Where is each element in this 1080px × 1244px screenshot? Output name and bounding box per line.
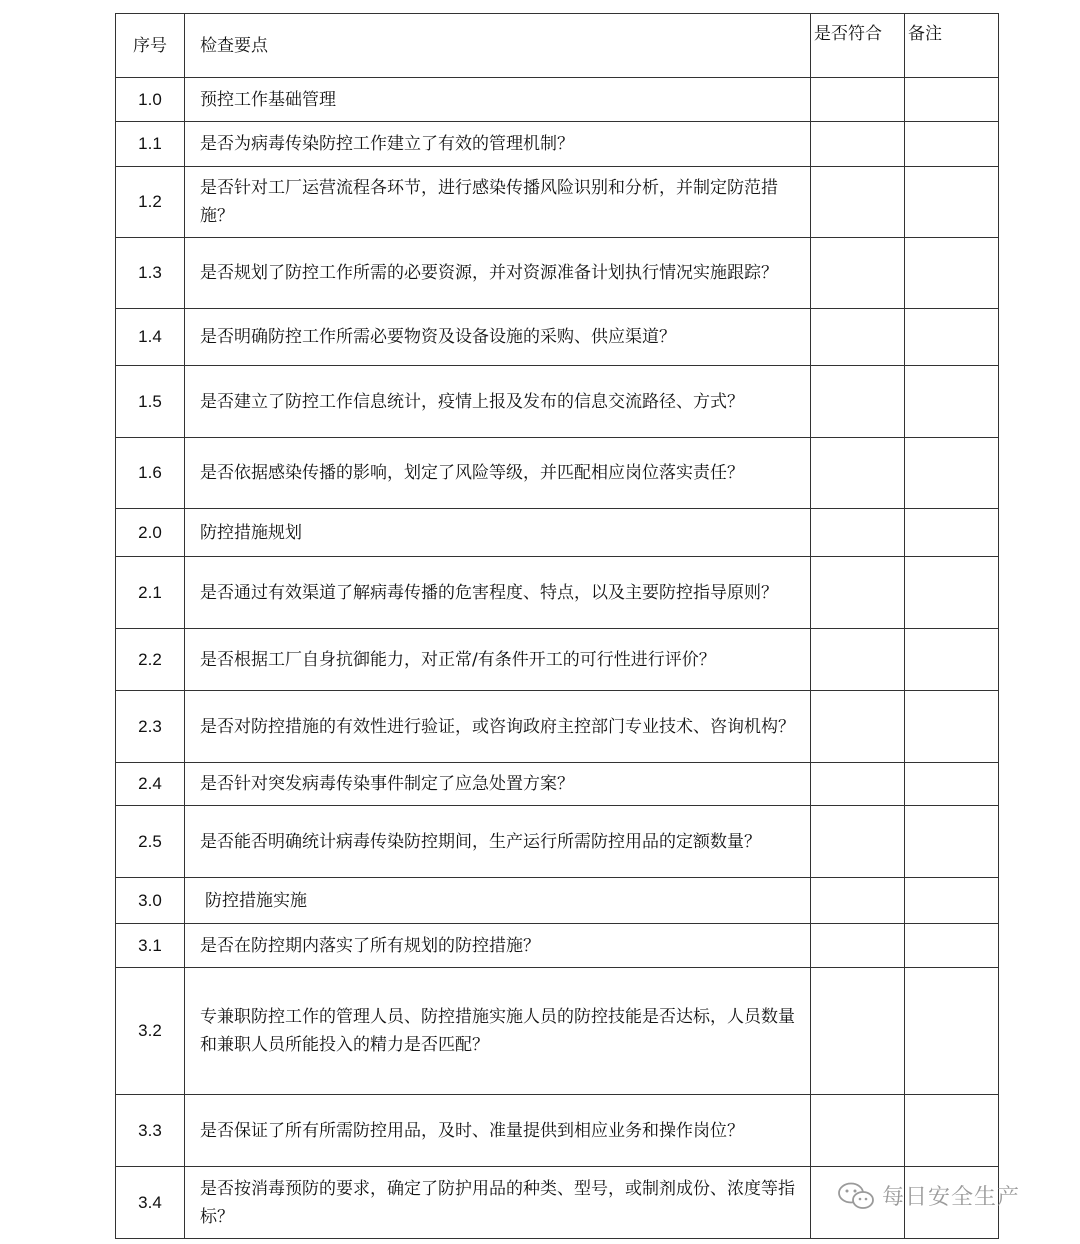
row-item-text: 是否能否明确统计病毒传染防控期间，生产运行所需防控用品的定额数量？ — [200, 831, 761, 852]
row-number: 1.5 — [116, 366, 185, 438]
row-number: 2.0 — [116, 509, 185, 557]
header-ok: 是否符合 — [811, 14, 905, 78]
row-ok-cell[interactable] — [811, 366, 905, 438]
row-item-text: 是否建立了防控工作信息统计，疫情上报及发布的信息交流路径、方式？ — [200, 391, 744, 412]
row-number: 2.1 — [116, 557, 185, 629]
row-ok-cell[interactable] — [811, 557, 905, 629]
row-item-text: 是否按消毒预防的要求，确定了防护用品的种类、型号，或制剂成份、浓度等指标？ — [200, 1178, 795, 1227]
checklist-sheet — [115, 13, 999, 1239]
row-ok-cell[interactable] — [811, 78, 905, 122]
row-number: 3.1 — [116, 924, 185, 968]
row-number: 3.2 — [116, 968, 185, 1095]
row-note-cell[interactable] — [905, 878, 999, 924]
row-note-cell[interactable] — [905, 238, 999, 309]
checklist-table — [115, 13, 999, 1239]
row-note-cell[interactable] — [905, 968, 999, 1095]
row-number: 3.3 — [116, 1095, 185, 1167]
watermark-text: 每日安全生产 — [882, 1185, 1021, 1210]
row-item-cell — [185, 238, 811, 309]
table-row — [116, 438, 999, 509]
row-number: 1.0 — [116, 78, 185, 122]
row-note-cell[interactable] — [905, 691, 999, 763]
row-item-text: 是否依据感染传播的影响，划定了风险等级，并匹配相应岗位落实责任？ — [200, 463, 744, 483]
row-number: 1.1 — [116, 122, 185, 167]
row-number: 2.2 — [116, 629, 185, 691]
row-ok-cell[interactable] — [811, 1095, 905, 1167]
header-note: 备注 — [905, 14, 999, 78]
row-ok-cell[interactable] — [811, 238, 905, 309]
row-note-cell[interactable] — [905, 557, 999, 629]
row-item-text: 是否针对工厂运营流程各环节，进行感染传播风险识别和分析，并制定防范措施？ — [200, 178, 778, 226]
row-ok-cell[interactable] — [811, 309, 905, 366]
row-number: 2.3 — [116, 691, 185, 763]
row-item-cell — [185, 366, 811, 438]
table-row — [116, 968, 999, 1095]
header-row — [116, 14, 999, 78]
row-item-cell — [185, 509, 811, 557]
row-item-cell — [185, 924, 811, 968]
row-item-cell — [185, 438, 811, 509]
table-row — [116, 1095, 999, 1167]
table-row — [116, 366, 999, 438]
row-note-cell[interactable] — [905, 806, 999, 878]
row-ok-cell[interactable] — [811, 968, 905, 1095]
row-note-cell[interactable] — [905, 509, 999, 557]
table-row — [116, 557, 999, 629]
row-number: 1.6 — [116, 438, 185, 509]
table-row — [116, 763, 999, 806]
row-item-cell — [185, 763, 811, 806]
row-note-cell[interactable] — [905, 763, 999, 806]
row-item-text: 是否明确防控工作所需必要物资及设备设施的采购、供应渠道？ — [200, 327, 676, 347]
wechat-icon — [836, 1181, 876, 1211]
row-number: 2.4 — [116, 763, 185, 806]
row-note-cell[interactable] — [905, 438, 999, 509]
row-item-text: 是否在防控期内落实了所有规划的防控措施？ — [200, 935, 540, 956]
row-ok-cell[interactable] — [811, 122, 905, 167]
row-item-cell — [185, 878, 811, 924]
table-row — [116, 238, 999, 309]
table-row — [116, 78, 999, 122]
row-ok-cell[interactable] — [811, 629, 905, 691]
row-ok-cell[interactable] — [811, 167, 905, 238]
row-ok-cell[interactable] — [811, 878, 905, 924]
row-item-text: 是否保证了所有所需防控用品，及时、准量提供到相应业务和操作岗位？ — [200, 1120, 744, 1141]
row-item-text: 是否根据工厂自身抗御能力，对正常/有条件开工的可行性进行评价？ — [200, 649, 716, 670]
row-item-cell — [185, 78, 811, 122]
row-note-cell[interactable] — [905, 1095, 999, 1167]
watermark — [836, 1180, 1020, 1211]
row-item-text: 专兼职防控工作的管理人员、防控措施实施人员的防控技能是否达标，人员数量和兼职人员所能投入的精力是否匹配？ — [200, 1007, 795, 1055]
row-number: 3.4 — [116, 1167, 185, 1239]
table-row — [116, 309, 999, 366]
row-item-text: 是否通过有效渠道了解病毒传播的危害程度、特点，以及主要防控指导原则？ — [200, 582, 778, 603]
row-ok-cell[interactable] — [811, 924, 905, 968]
header-num: 序号 — [116, 14, 185, 78]
row-item-cell — [185, 557, 811, 629]
row-note-cell[interactable] — [905, 366, 999, 438]
row-note-cell[interactable] — [905, 122, 999, 167]
row-ok-cell[interactable] — [811, 763, 905, 806]
table-row — [116, 924, 999, 968]
row-note-cell[interactable] — [905, 78, 999, 122]
table-row — [116, 806, 999, 878]
row-number: 1.4 — [116, 309, 185, 366]
row-item-cell — [185, 122, 811, 167]
row-ok-cell[interactable] — [811, 438, 905, 509]
table-row — [116, 509, 999, 557]
row-item-text: 是否针对突发病毒传染事件制定了应急处置方案？ — [200, 774, 574, 794]
row-item-text: 是否为病毒传染防控工作建立了有效的管理机制？ — [200, 134, 574, 154]
table-row — [116, 629, 999, 691]
row-item-cell — [185, 629, 811, 691]
row-item-cell — [185, 167, 811, 238]
header-item: 检查要点 — [185, 14, 811, 78]
row-item-cell — [185, 1095, 811, 1167]
row-ok-cell[interactable] — [811, 509, 905, 557]
row-note-cell[interactable] — [905, 309, 999, 366]
table-row — [116, 167, 999, 238]
table-row — [116, 878, 999, 924]
row-item-cell — [185, 309, 811, 366]
row-item-text: 防控措施规划 — [200, 522, 302, 543]
row-item-text: 防控措施实施 — [205, 890, 307, 911]
table-row — [116, 691, 999, 763]
row-number: 1.2 — [116, 167, 185, 238]
row-ok-cell[interactable] — [811, 806, 905, 878]
row-number: 3.0 — [116, 878, 185, 924]
table-row — [116, 122, 999, 167]
row-item-text: 是否规划了防控工作所需的必要资源，并对资源准备计划执行情况实施跟踪？ — [200, 263, 778, 283]
row-ok-cell[interactable] — [811, 691, 905, 763]
row-note-cell[interactable] — [905, 167, 999, 238]
row-item-cell — [185, 806, 811, 878]
row-note-cell[interactable] — [905, 924, 999, 968]
row-number: 2.5 — [116, 806, 185, 878]
row-item-cell — [185, 968, 811, 1095]
row-item-text: 预控工作基础管理 — [200, 89, 336, 110]
row-item-text: 是否对防控措施的有效性进行验证，或咨询政府主控部门专业技术、咨询机构？ — [200, 716, 795, 737]
row-number: 1.3 — [116, 238, 185, 309]
row-item-cell — [185, 691, 811, 763]
row-note-cell[interactable] — [905, 629, 999, 691]
row-item-cell — [185, 1167, 811, 1239]
